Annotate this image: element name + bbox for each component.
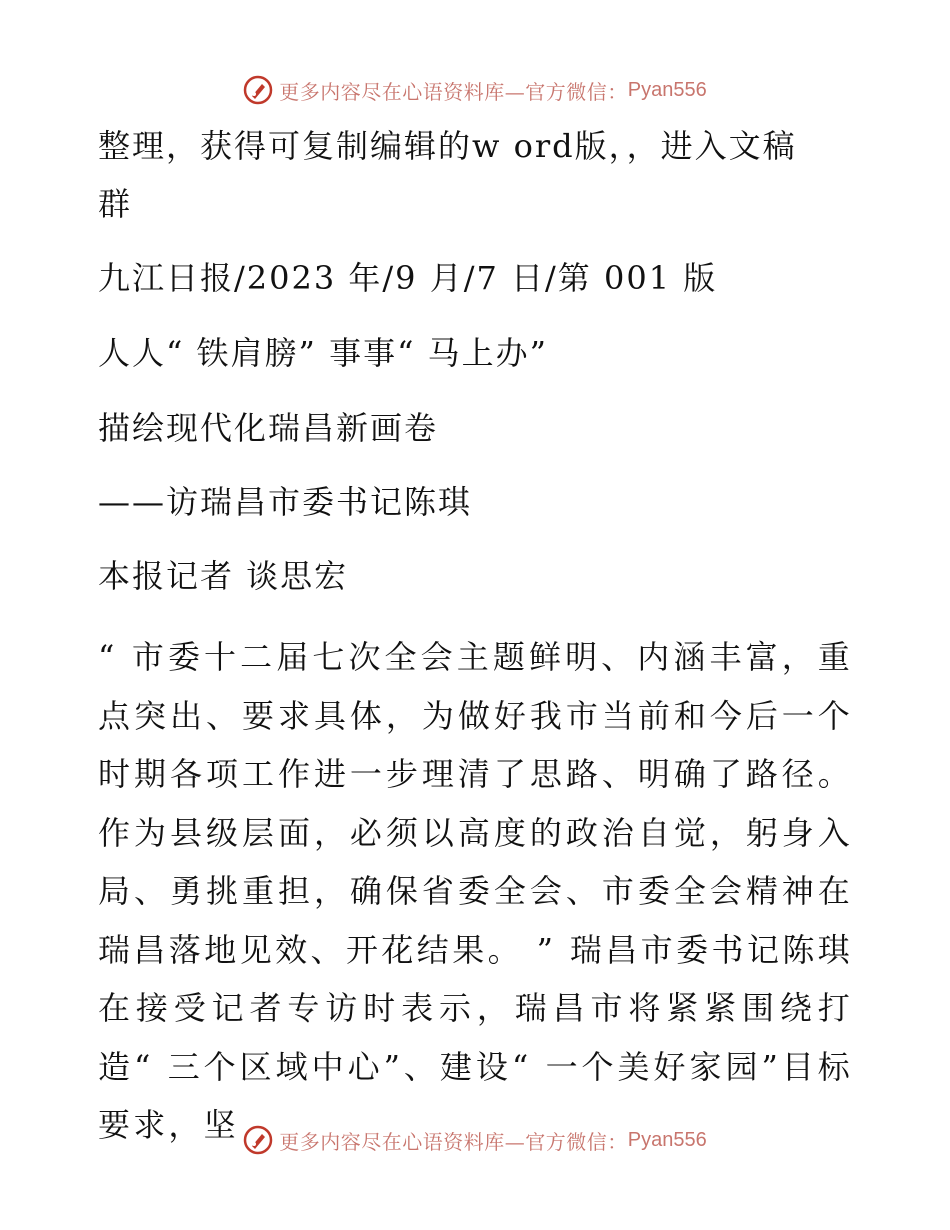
watermark-wechat-id: Pyan556 — [627, 1128, 707, 1151]
watermark-text: 更多内容尽在心语资料库—官方微信： — [279, 1129, 628, 1154]
byline: 本报记者 谈思宏 — [98, 557, 349, 595]
subheadline: 描绘现代化瑞昌新画卷 — [98, 409, 439, 447]
watermark-footer — [0, 1122, 950, 1158]
watermark-wechat-id: Pyan556 — [627, 78, 707, 101]
watermark-text: 更多内容尽在心语资料库—官方微信： — [279, 79, 628, 104]
pen-logo-icon — [243, 1125, 273, 1155]
intro-line-2: 群 — [98, 185, 133, 223]
source-line: 九江日报/2023 年/9 月/7 日/第 001 版 — [98, 259, 718, 297]
interview-subtitle: ——访瑞昌市委书记陈琪 — [98, 483, 473, 521]
intro-line-1: 整理，获得可复制编辑的w ord版，，进入文稿 — [98, 127, 797, 165]
watermark-header — [0, 72, 950, 108]
pen-logo-icon — [243, 75, 273, 105]
headline: 人人“ 铁肩膀” 事事“ 马上办” — [98, 334, 548, 372]
article-body: “ 市委十二届七次全会主题鲜明、内涵丰富，重点突出、要求具体，为做好我市当前和今后一个时期各项工作进一步理清了思路、明确了路径。作为县级层面，必须以高度的政治自觉，躬身入局、勇挑重担，确保省委全会、市委全会精神在瑞昌落地见效、开花结果。 ” 瑞昌市委书记陈琪在接受记者专访时表示，瑞昌市将紧紧围绕打造“ 三个区域中心”、建设“ 一个美好家园”目标要求，坚 — [98, 638, 853, 1144]
